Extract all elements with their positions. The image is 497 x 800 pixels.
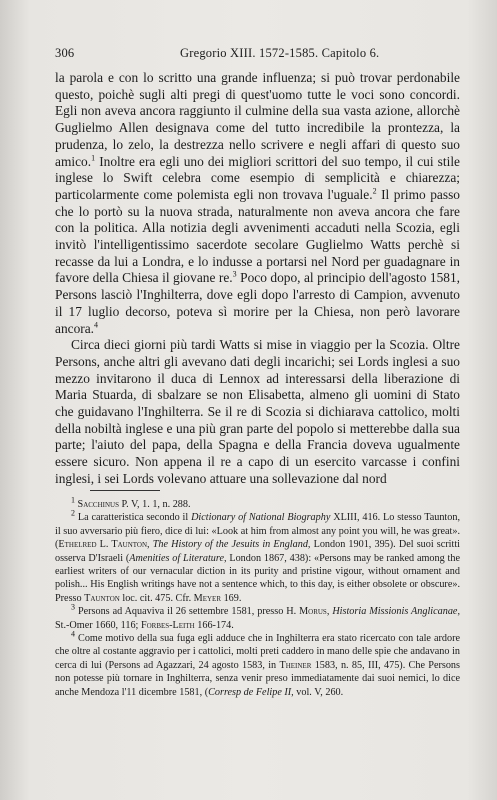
footnote-ref: 1: [91, 153, 96, 163]
paragraph: Circa dieci giorni più tardi Watts si mise in viaggio per la Scozia. Oltre Persons, anche altri gli avevano dati degli incarichi; sei Lords inglesi a suo mezzo invitarono il duca di Lennox ad interessarsi della liberazione di Maria Stuarda, di sbalzare se non Elisabetta, almeno gli uomini di Stato che guidavano l'Inghilterra. Se il re di Scozia si dichiarava cattolico, molti della nobiltà inglese e una più gran parte del popolo si metterebbe dalla sua parte; l'aiuto del papa, della Spagna e della Francia doveva ugualmente essere sicuro. Non appena il re a capo di un esercito varcasse i confini inglesi, i sei Lords volevano attuare una sollevazione dal nord: [55, 337, 460, 486]
footnote-ref: 4: [94, 320, 99, 330]
footnotes: [55, 495, 461, 699]
footnote: $^1$ Sacchinus P. V, 1. 1, n. 288.: [71, 495, 191, 510]
paragraph: la parola e con lo scritto una grande influenza; si può trovar perdonabile questo, poichè sugli alti pregi di quest'uomo tutte le voci sono concordi. Egli non aveva ancora raggiunto il culmine della sua vasta azione, allorchè Guglielmo Allen designava come del tutto incredibile la prontezza, la prudenza, lo zelo, la destrezza nello scrivere e negli affari di questo suo amico.$^1$ Inoltre era egli uno dei migliori scrittori del suo tempo, il cui stile inglese lo Swift celebra come esempio di semplicità e chiarezza; particolarmente come polemista egli non trovava l'uguale.$^2$ Il primo passo che lo portò su la nuova strada, naturalmente non aveva ancora che fare con la politica. Alla notizia degli avvenimenti accaduti nella Scozia, egli invitò l'intelligentissimo sacerdote secolare Guglielmo Watts perchè si recasse da lui a Londra, e lo indusse a portarsi nel Nord per guadagnare in favore della Chiesa il giovane re.$^3$ Poco dopo, al principio dell'agosto 1581, Persons lasciò l'Inghilterra, dove egli dopo l'arresto di Campion, avvenuto il 17 luglio decorso, poteva sì morire per la Chiesa, non però lavorare ancora.$^4$: [55, 70, 461, 336]
footnote-ref: 2: [372, 186, 377, 196]
running-title: Gregorio XIII. 1572-1585. Capitolo 6.: [180, 46, 380, 60]
footnote: $^2$ La caratteristica secondo il Dictionary of National Biography XLIII, 416. Lo stesso Taunton, il suo avversario più fiero, dice di lui: «Look at him from almost any point you will, he was great». (Ethelred L. Taunton, The History of the Jesuits in England, London 1901, 395). Del suoi scritti osserva D'Israeli (Amenities of Literature, London 1867, 438): «Persons may be ranked among the earliest writers of our vernacular diction in its purity and pristine vigour, without ornament and polish... His English writings have not a sentence which, to this day, is either obsolete or obscure». Presso Taunton loc. cit. 475. Cfr. Meyer 169.: [55, 509, 461, 604]
page-number: 306: [55, 46, 75, 60]
footnote: $^4$ Come motivo della sua fuga egli adduce che in Inghilterra era stato ricercato con tale ardore che oltre al costante aggravio per i cattolici, molti preti caddero in mano delle spie che andavano in cerca di lui (Persons ad Agazzari, 24 agosto 1583, in Theiner 1583, n. 85, III, 475). Che Persons non potesse più tornare in Inghilterra, senza venir preso immediatamente dai suoi nemici, lo dice anche Mendoza l'11 dicembre 1581, (Corresp de Felipe II, vol. V, 260.: [55, 629, 460, 698]
footnote-divider: [90, 490, 160, 491]
main-text: [55, 70, 460, 488]
footnote-ref: 3: [232, 269, 237, 279]
footnote: $^3$ Persons ad Aquaviva il 26 settembre 1581, presso H. Morus, Historia Missionis Anglicanae, St.-Omer 1660, 116; Forbes-Leith 166-174.: [55, 602, 460, 631]
